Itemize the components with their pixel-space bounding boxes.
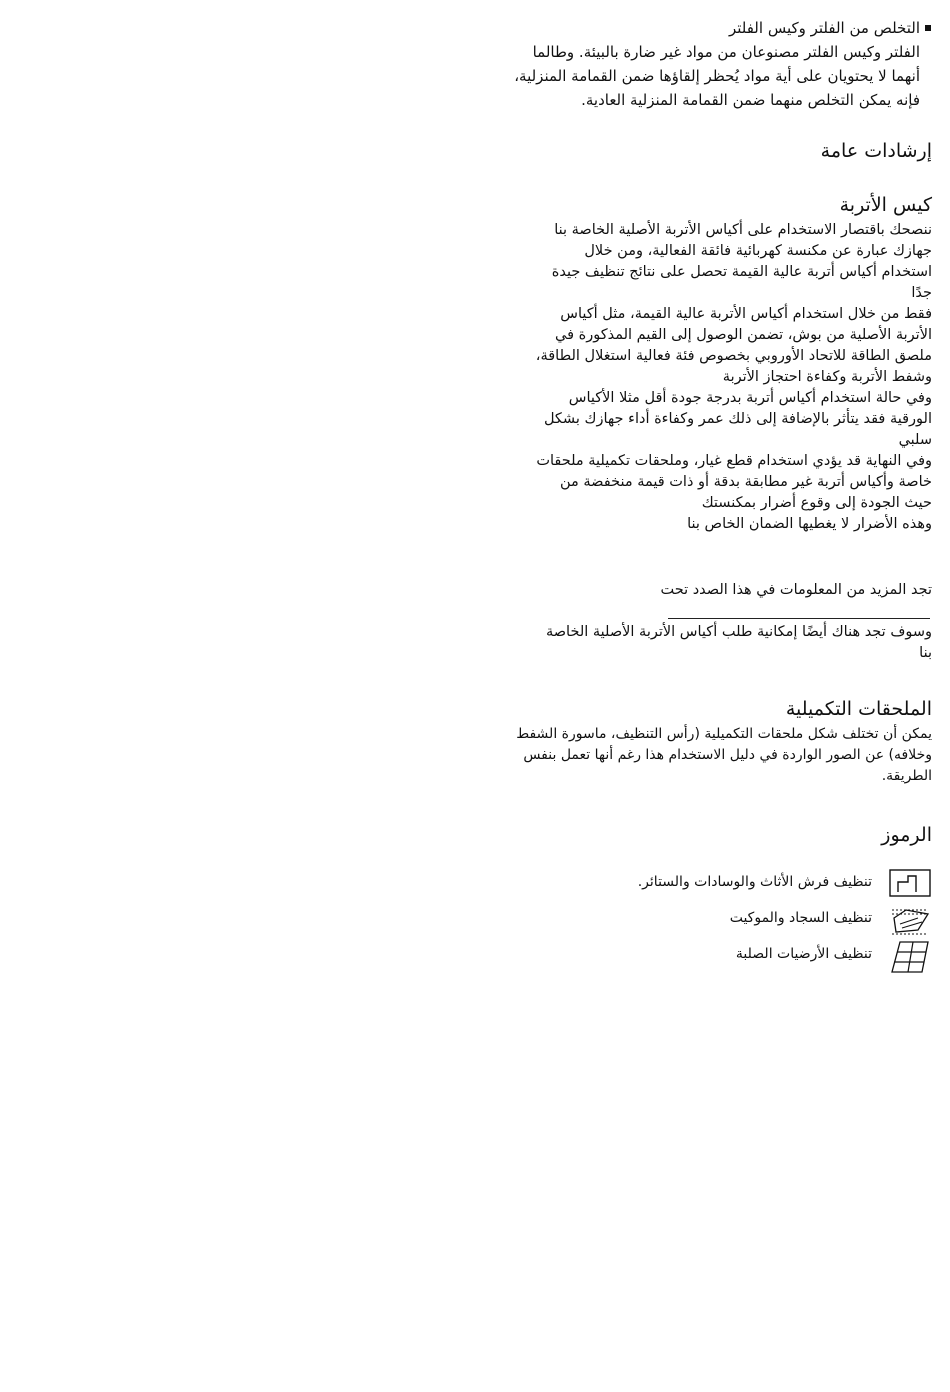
symbol-row bbox=[572, 940, 932, 970]
accessories-text: يمكن أن تختلف شكل ملحقات التكميلية (رأس التنظيف، ماسورة الشفط وخلافه) عن الصور الواردة في دليل الاستخدام هذا رغم أنها تعمل بنفس الطريقة. bbox=[516, 726, 932, 784]
symbol-row bbox=[572, 868, 932, 898]
symbol-label: تنظيف السجاد والموكيت bbox=[729, 910, 872, 926]
link-divider bbox=[668, 618, 930, 619]
general-instructions-title: إرشادات عامة bbox=[820, 140, 932, 162]
bullet-marker bbox=[925, 25, 931, 31]
more-info-text: تجد المزيد من المعلومات في هذا الصدد تحت bbox=[660, 582, 932, 598]
dust-bags-title: كيس الأتربة bbox=[839, 194, 932, 216]
filter-disposal-heading: التخلص من الفلتر وكيس الفلتر bbox=[728, 19, 920, 37]
symbol-label: تنظيف فرش الأثاث والوسادات والستائر. bbox=[637, 874, 872, 890]
symbol-row bbox=[572, 904, 932, 934]
order-info-text: وسوف تجد هناك أيضًا إمكانية طلب أكياس الأتربة الأصلية الخاصة بنا bbox=[545, 624, 932, 661]
accessories-title: الملحقات التكميلية bbox=[785, 698, 932, 720]
dust-bags-paragraph: وهذه الأضرار لا يغطيها الضمان الخاص بنا bbox=[687, 516, 932, 532]
filter-disposal-text: الفلتر وكيس الفلتر مصنوعان من مواد غير ضارة بالبيئة. وطالما أنهما لا يحتويان على أية مواد يُحظر إلقاؤها ضمن القمامة المنزلية، فإنه يمكن التخلص منهما ضمن القمامة المنزلية العادية. bbox=[514, 43, 920, 109]
carpet-icon bbox=[888, 904, 932, 938]
hard-floor-icon bbox=[888, 940, 932, 974]
filter-disposal-section bbox=[500, 16, 920, 112]
dust-bags-body bbox=[532, 220, 932, 535]
dust-bags-paragraph: وفي النهاية قد يؤدي استخدام قطع غيار، وملحقات تكميلية ملحقات خاصة وأكياس أتربة غير مطابقة بدقة أو ذات قيمة منخفضة من حيث الجودة إلى وقوع أضرار بمكنستك bbox=[536, 453, 932, 511]
dust-bags-paragraph: وفي حالة استخدام أكياس أتربة بدرجة جودة أقل مثلا الأكياس الورقية فقد يتأثر بالإضافة إلى ذلك عمر وكفاءة أداء جهازك بشكل سلبي bbox=[543, 390, 932, 448]
dust-bags-paragraph: فقط من خلال استخدام أكياس الأتربة عالية القيمة، مثل أكياس الأتربة الأصلية من بوش، تضمن الوصول إلى القيم المذكورة في ملصق الطاقة للاتحاد الأوروبي بخصوص فئة فعالية استغلال الطاقة، وشفط الأتربة وكفاءة احتجاز الأتربة bbox=[535, 306, 932, 385]
symbols-title: الرموز bbox=[881, 824, 932, 846]
symbol-label: تنظيف الأرضيات الصلبة bbox=[735, 946, 872, 962]
dust-bags-paragraph: جهازك عبارة عن مكنسة كهربائية فائقة الفعالية، ومن خلال استخدام أكياس أتربة عالية القيمة تحصل على نتائج تنظيف جيدة جدًا bbox=[551, 243, 932, 301]
floor-nozzle-icon bbox=[888, 868, 932, 898]
dust-bags-paragraph: ننصحك باقتصار الاستخدام على أكياس الأتربة الأصلية الخاصة بنا bbox=[554, 222, 932, 238]
